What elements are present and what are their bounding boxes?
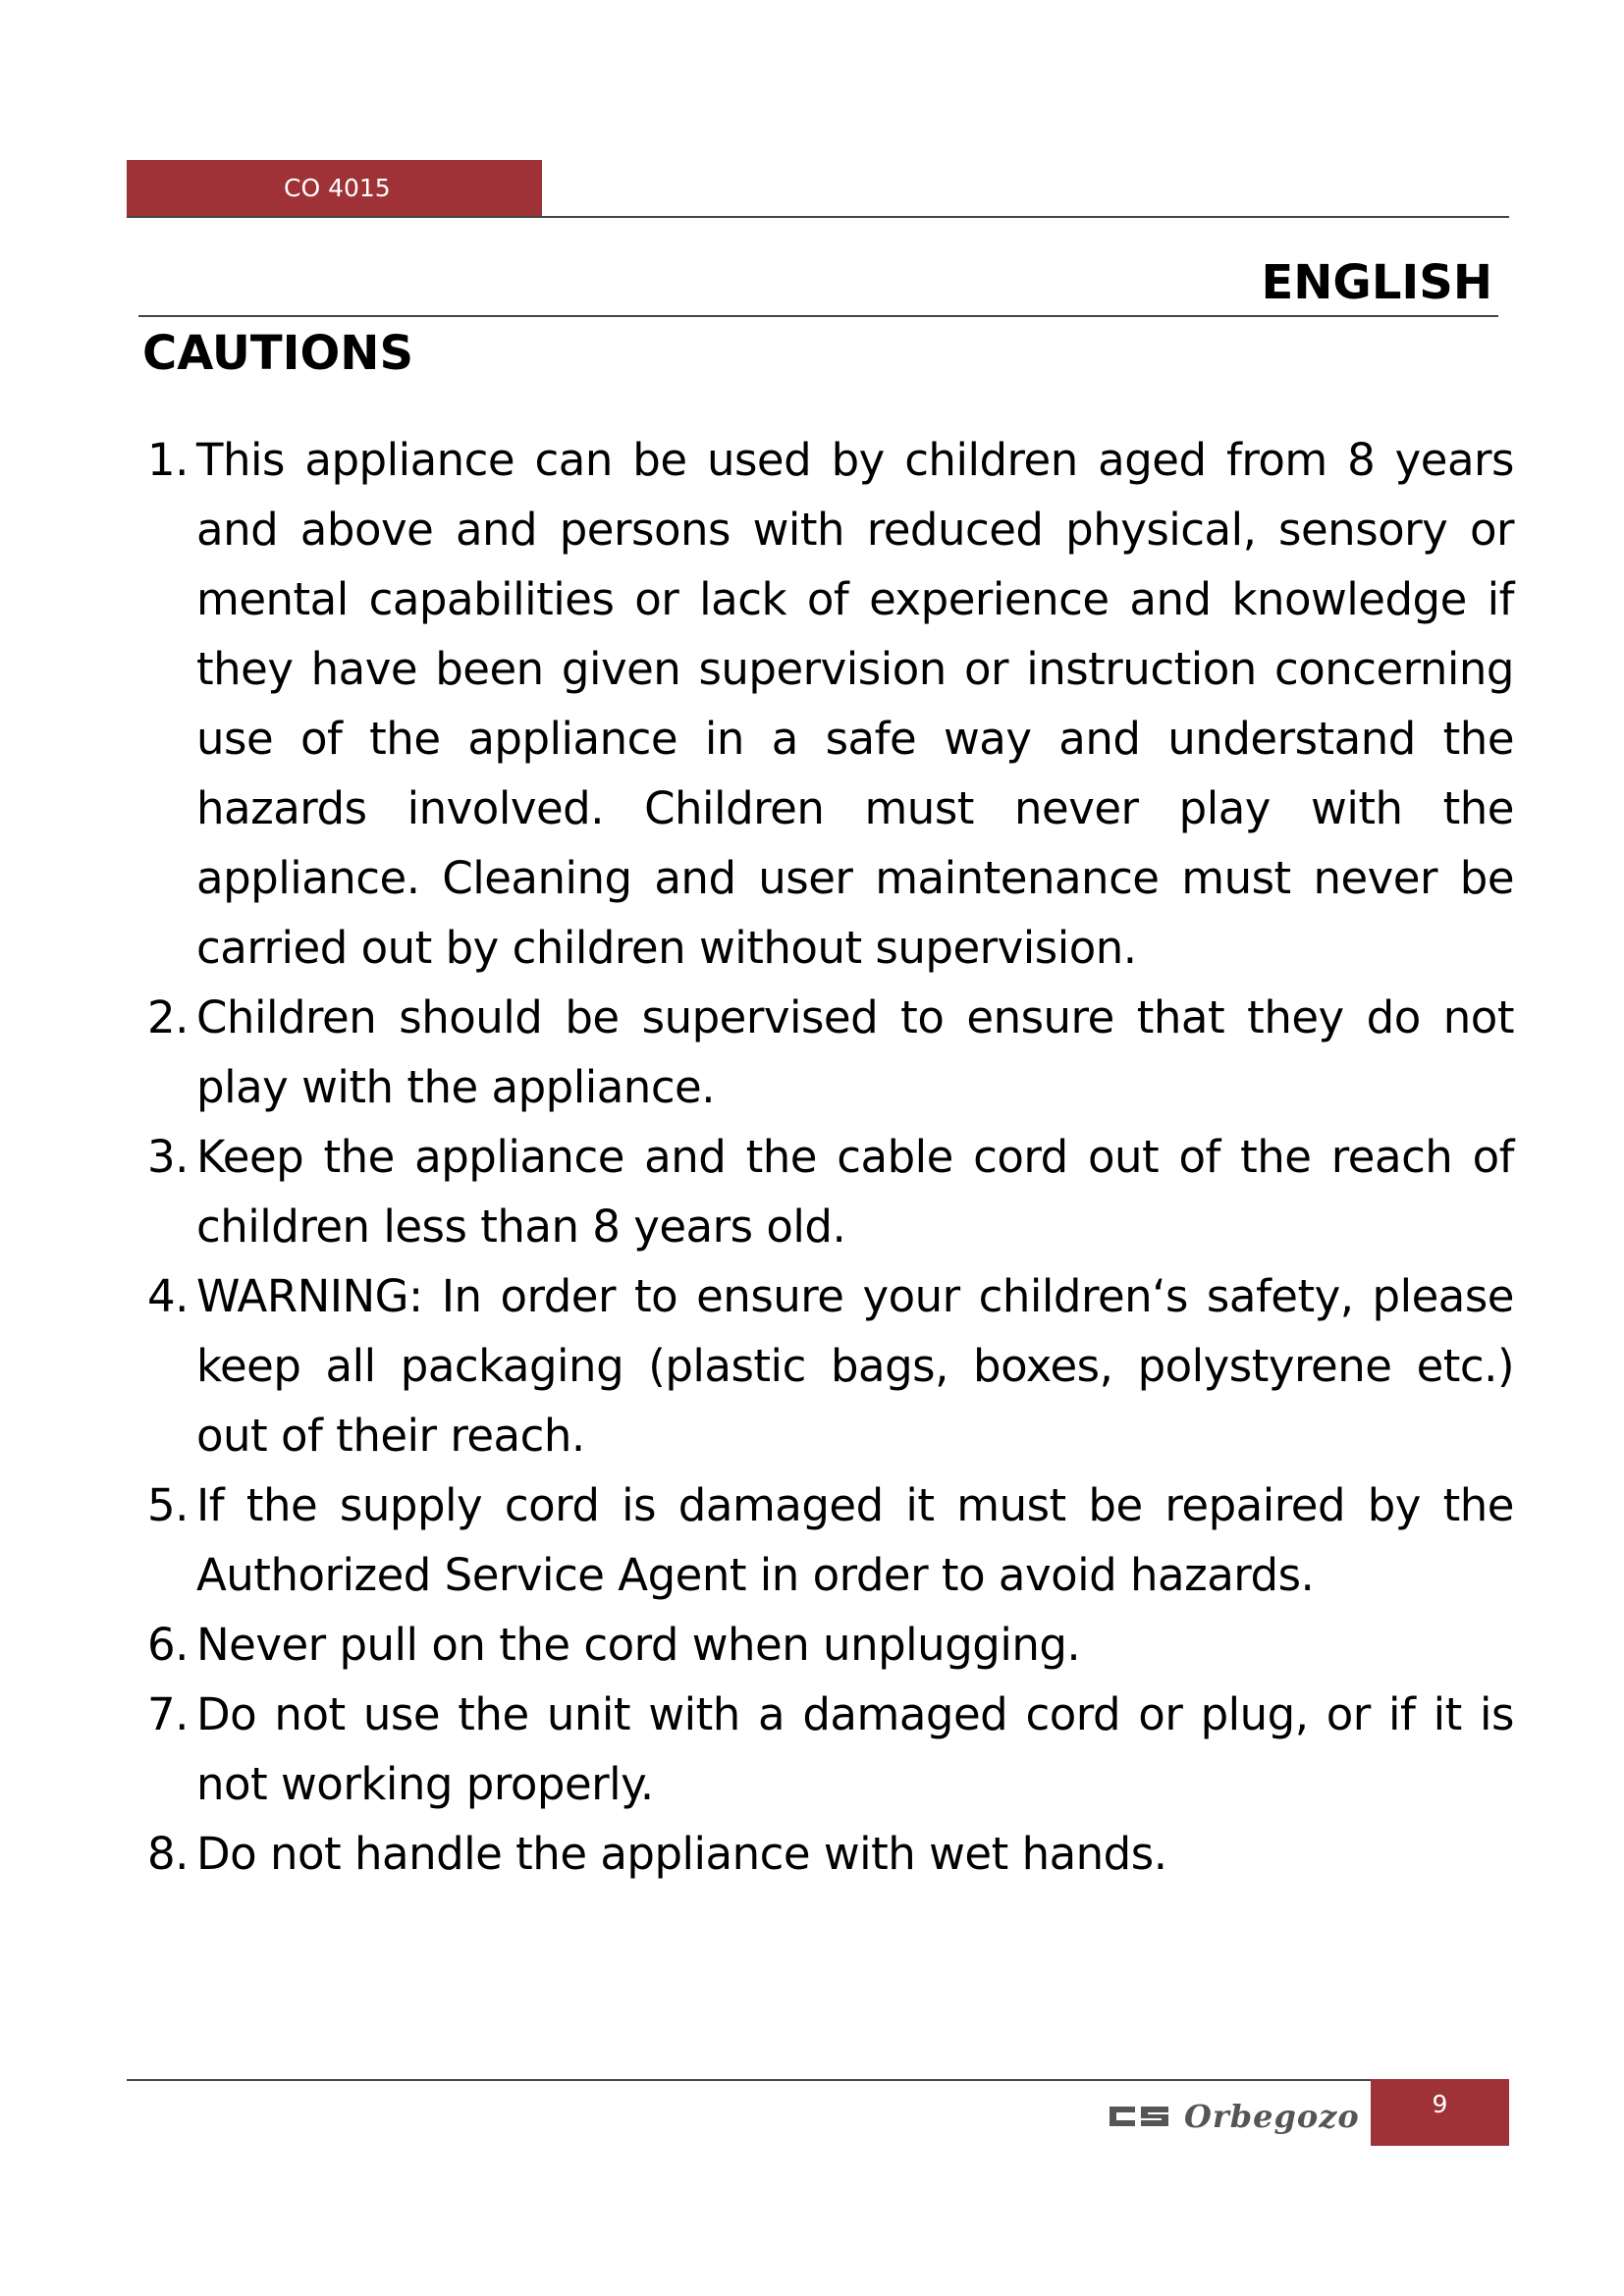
footer-divider [127,2079,1509,2081]
caution-item [147,1680,1514,1819]
caution-item [147,1122,1514,1261]
section-title: CAUTIONS [142,326,414,381]
model-number: CO 4015 [284,174,391,202]
caution-item [147,425,1514,983]
caution-number: 6. [147,1619,189,1671]
caution-text: Do not use the unit with a damaged cord or plug, or if it is not working properly. [196,1688,1514,1810]
page-number-box [1371,2079,1509,2146]
header-divider [127,216,1509,218]
caution-text: Do not handle the appliance with wet hands. [196,1828,1167,1880]
caution-item [147,1261,1514,1470]
cautions-list [147,425,1514,1889]
caution-number: 4. [147,1270,189,1322]
caution-item [147,1819,1514,1889]
caution-item [147,1470,1514,1610]
caution-number: 2. [147,991,189,1043]
caution-text: WARNING: In order to ensure your children‘s safety, please keep all packaging (plastic bags, boxes, polystyrene etc.) out of their reach. [196,1270,1514,1462]
caution-text: Keep the appliance and the cable cord out of the reach of children less than 8 years old. [196,1131,1514,1253]
language-heading: ENGLISH [1261,255,1492,310]
language-divider [138,315,1498,317]
caution-number: 7. [147,1688,189,1740]
caution-text: Children should be supervised to ensure that they do not play with the appliance. [196,991,1514,1113]
caution-number: 1. [147,434,189,486]
caution-number: 8. [147,1828,189,1880]
model-header-tab [127,160,542,217]
brand-name: Orbegozo [1184,2098,1360,2135]
caution-item [147,1610,1514,1680]
brand-logo [1108,2089,1360,2144]
caution-item [147,983,1514,1122]
caution-text: Never pull on the cord when unplugging. [196,1619,1081,1671]
caution-text: If the supply cord is damaged it must be repaired by the Authorized Service Agent in order to avoid hazards. [196,1479,1514,1601]
page-number: 9 [1432,2090,1448,2118]
caution-number: 5. [147,1479,189,1531]
caution-number: 3. [147,1131,189,1183]
orbegozo-logo-icon [1108,2103,1170,2130]
caution-text: This appliance can be used by children aged from 8 years and above and persons with reduced physical, sensory or mental capabilities or lack of experience and knowledge if they have been given supervision or instruction concerning use of the appliance in a safe way and understand the hazards involved. Children must never play with the appliance. Cleaning and user maintenance must never be carried out by children without supervision. [196,434,1514,974]
